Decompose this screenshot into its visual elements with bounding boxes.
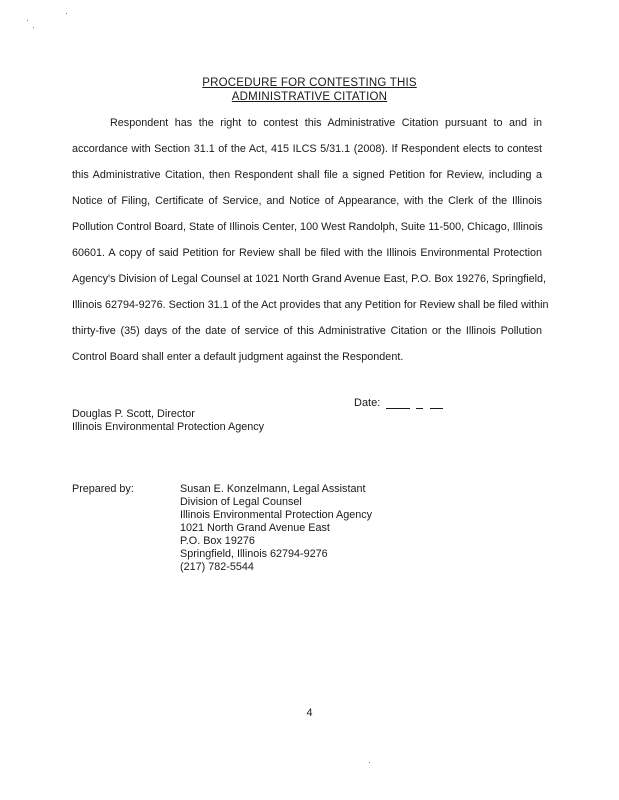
body-line: accordance with Section 31.1 of the Act, 415 ILCS 5/31.1 (2008). If Respondent elects to contest xyxy=(72,143,542,155)
prepared-by-label: Prepared by: xyxy=(72,483,134,495)
body-line: this Administrative Citation, then Respondent shall file a signed Petition for Review, including a xyxy=(72,169,542,181)
body-line: Respondent has the right to contest this Administrative Citation pursuant to and in xyxy=(110,117,542,129)
heading-line-2: ADMINISTRATIVE CITATION xyxy=(231,91,388,103)
page-number: 4 xyxy=(306,707,313,719)
scan-speck xyxy=(33,27,34,28)
signatory-agency: Illinois Environmental Protection Agency xyxy=(72,421,265,433)
date-blank xyxy=(416,408,423,409)
scan-speck xyxy=(369,762,370,763)
preparer-division: Division of Legal Counsel xyxy=(180,496,302,508)
preparer-name: Susan E. Konzelmann, Legal Assistant xyxy=(180,483,366,495)
body-line: Illinois 62794-9276. Section 31.1 of the Act provides that any Petition for Review shall be filed within xyxy=(72,299,549,311)
date-blank xyxy=(386,408,410,409)
preparer-city: Springfield, Illinois 62794-9276 xyxy=(180,548,328,560)
date-blank xyxy=(430,408,443,409)
body-line: thirty-five (35) days of the date of service of this Administrative Citation or the Illinois Pollution xyxy=(72,325,542,337)
date-label: Date: xyxy=(354,397,381,409)
body-line: Notice of Filing, Certificate of Service, and Notice of Appearance, with the Clerk of the Illinois xyxy=(72,195,542,207)
signatory-name: Douglas P. Scott, Director xyxy=(72,408,195,420)
body-line: Agency's Division of Legal Counsel at 1021 North Grand Avenue East, P.O. Box 19276, Springfield, xyxy=(72,273,547,285)
preparer-street: 1021 North Grand Avenue East xyxy=(180,522,330,534)
preparer-phone: (217) 782-5544 xyxy=(180,561,254,573)
heading-line-1: PROCEDURE FOR CONTESTING THIS xyxy=(202,77,417,89)
body-line: 60601. A copy of said Petition for Review shall be filed with the Illinois Environmental Protection xyxy=(72,247,542,259)
scan-speck xyxy=(27,20,28,21)
body-line: Pollution Control Board, State of Illinois Center, 100 West Randolph, Suite 11-500, Chicago, Illinois xyxy=(72,221,543,233)
scan-speck xyxy=(66,13,67,14)
preparer-po-box: P.O. Box 19276 xyxy=(180,535,255,547)
prepared-by-block xyxy=(180,483,372,574)
body-line: Control Board shall enter a default judgment against the Respondent. xyxy=(72,351,404,363)
preparer-agency: Illinois Environmental Protection Agency xyxy=(180,509,373,521)
